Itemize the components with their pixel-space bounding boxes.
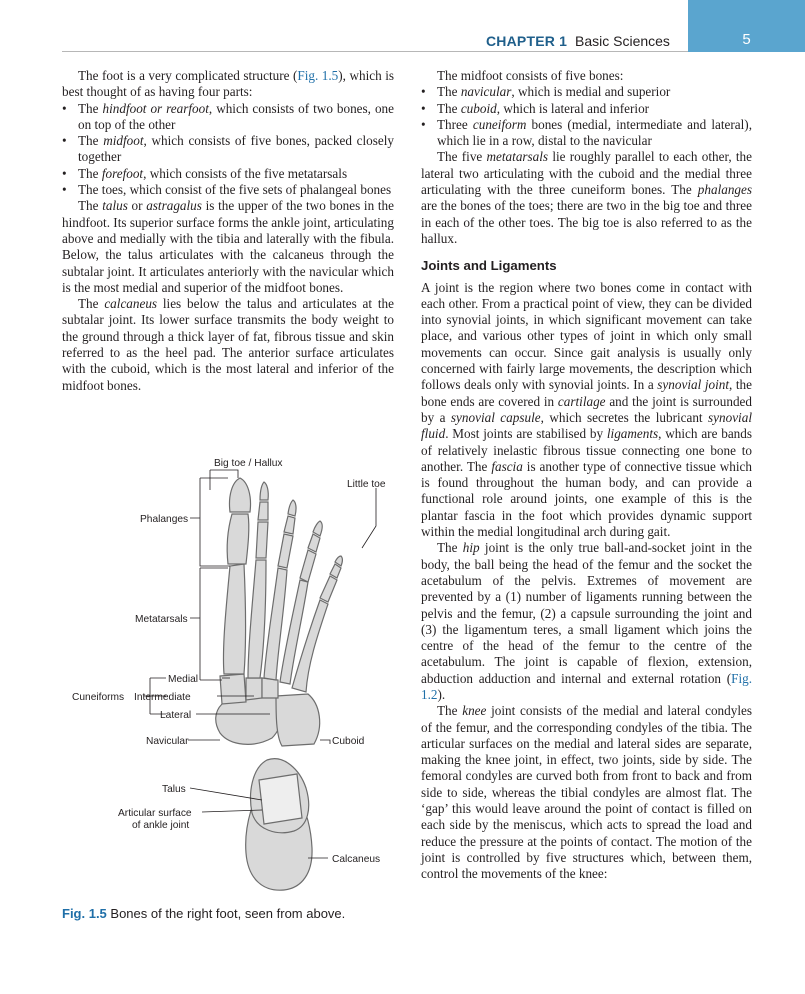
intro-paragraph: The foot is a very complicated structure (Fig. 1.5), which is best thought of as having four parts: <box>62 68 394 100</box>
label-metatarsals: Metatarsals <box>135 614 188 625</box>
toe2-proximal-phalanx <box>256 522 268 558</box>
section-heading: Joints and Ligaments <box>421 258 557 274</box>
section-title: Basic Sciences <box>575 33 670 49</box>
talus-paragraph: The talus or astragalus is the upper of the two bones in the hindfoot. Its superior surface forms the ankle joint, articulating above and medially with the tibia and laterally with the fibula. Below, the talus articulates with the calcaneus through the subtalar joint. It articulates anteriorly with the navicular which is the most medial and superior of the midfoot bones. <box>62 198 394 295</box>
chapter-label: CHAPTER 1 <box>486 33 568 49</box>
label-intermediate: Intermediate <box>134 692 191 703</box>
label-talus: Talus <box>162 784 186 795</box>
header-rule <box>62 51 688 52</box>
label-medial: Medial <box>168 674 199 685</box>
label-calcaneus: Calcaneus <box>332 854 381 865</box>
label-cuneiforms: Cuneiforms <box>72 692 125 703</box>
label-cuboid: Cuboid <box>332 736 365 747</box>
toe2-middle-phalanx <box>258 502 268 520</box>
list-item: • The toes, which consist of the five sets of phalangeal bones <box>62 182 394 198</box>
list-item: • The midfoot, which consists of five bones, packed closely together <box>62 133 394 166</box>
joints-paragraph: A joint is the region where two bones come in contact with each other. From a practical point of view, they can be divided into synovial joints, in which significant movement can take place, and various other types of joint in which only small movements can occur. Since gait analysis is usually only concerned with fairly large movements, the description which follows deals only with synovial joints. In a synovial joint, the bone ends are covered in cartilage and the joint is surrounded by a synovial capsule, which secretes the lubricant synovial fluid. Most joints are stabilised by ligaments, which are bands of relatively inelastic fibrous tissue connecting one bone to another. The fascia is another type of connective tissue which is found throughout the human body, and can provide a functional role around joints, one example of this is the plantar fascia in the foot which provides dynamic support within the medial longitudinal arch during gait. <box>421 279 752 540</box>
metatarsal-2 <box>248 560 266 678</box>
toe4-distal-phalanx <box>313 521 322 536</box>
hallux-proximal-phalanx <box>227 514 249 564</box>
hip-paragraph: The hip joint is the only true ball-and-socket joint in the body, the ball being the head of the femur and the socket the acetabulum of the pelvis. Extremes of movement are prevented by a (1) number of ligaments running between the pelvis and the femur, (2) a capsule surrounding the joint and (3) the ligamentum teres, a small ligament which joins the centre of the head of the femur to the centre of the acetabulum. The joint is capable of flexion, extension, abduction adduction and internal and external rotation (Fig. 1.2). <box>421 540 752 702</box>
list-item: • The forefoot, which consists of the five metatarsals <box>62 166 394 182</box>
medial-cuneiform <box>220 674 246 704</box>
page-number: 5 <box>742 31 751 48</box>
figure-caption-text: Bones of the right foot, seen from above. <box>106 906 346 921</box>
label-little-toe: Little toe <box>347 479 386 490</box>
midfoot-intro: The midfoot consists of five bones: <box>437 68 624 83</box>
page-number-tab <box>688 0 805 52</box>
calcaneus-paragraph: The calcaneus lies below the talus and articulates at the subtalar joint. Its lower surface transmits the body weight to the ground through a thick layer of fat, fibrous tissue and skin referred to as the heel pad. The anterior surface articulates with the cuboid, which is the most lateral and inferior of the midfoot bones. <box>62 296 394 393</box>
metatarsals-paragraph: The five metatarsals lie roughly parallel to each other, the lateral two articulating with the cuboid and the medial three articulating with the three cuneiform bones. The phalanges are the bones of the toes; there are two in the big toe and three in each of the other toes. The big toe is also referred to as the hallux. <box>421 149 752 246</box>
knee-paragraph: The knee joint consists of the medial and lateral condyles of the femur, and the corresponding condyles of the tibia. The articular surfaces on the medial and lateral sides are separate, making the knee joint, in effect, two joints, side by side. The femoral condyles are curved both from front to back and from side to side, whereas the tibial condyles are almost flat. The ‘gap’ this would leave around the point of contact is filled on each side by the meniscus, which acts to spread the load and reduce the pressure at the points of contact. The motion of the joint is controlled by five structures which, between them, control the movements of the knee: <box>421 703 752 882</box>
metatarsal-1 <box>223 564 245 674</box>
list-item: • The cuboid, which is lateral and inferior <box>421 101 752 117</box>
figure-ref-link[interactable]: Fig. 1.5 <box>297 68 339 83</box>
toe4-proximal-phalanx <box>300 550 316 582</box>
hallux-distal-phalanx <box>229 478 250 512</box>
list-item: • Three cuneiform bones (medial, intermediate and lateral), which lie in a row, distal to the navicular <box>421 117 752 150</box>
figure-caption-label: Fig. 1.5 <box>62 906 107 921</box>
toe3-proximal-phalanx <box>278 534 293 568</box>
label-articular-surface-2: of ankle joint <box>132 820 190 831</box>
list-item: • The hindfoot or rearfoot, which consists of two bones, one on top of the other <box>62 101 394 134</box>
cuboid-bone <box>276 694 320 746</box>
foot-bones-figure <box>62 448 394 928</box>
left-column <box>62 68 394 394</box>
midfoot-bones-list <box>421 84 752 149</box>
toe5-proximal-phalanx <box>320 576 337 602</box>
figure-ref-link[interactable]: Fig. 1.2 <box>421 670 752 702</box>
intermediate-cuneiform <box>246 678 262 700</box>
toe5-middle-phalanx <box>330 564 341 578</box>
foot-bones <box>216 478 343 890</box>
figure-caption <box>62 906 345 921</box>
lateral-cuneiform <box>262 678 278 698</box>
toe3-distal-phalanx <box>288 500 296 516</box>
articular-surface <box>259 774 302 824</box>
toe4-middle-phalanx <box>308 534 320 552</box>
toe2-distal-phalanx <box>260 482 268 500</box>
label-navicular: Navicular <box>146 736 189 747</box>
label-lateral: Lateral <box>160 710 192 721</box>
label-big-toe: Big toe / Hallux <box>214 458 283 469</box>
foot-parts-list <box>62 101 394 199</box>
label-articular-surface-1: Articular surface <box>118 808 192 819</box>
right-column <box>421 68 752 883</box>
toe3-middle-phalanx <box>284 516 295 534</box>
foot-skeleton-diagram <box>62 448 394 898</box>
list-item: • The navicular, which is medial and superior <box>421 84 752 100</box>
label-phalanges: Phalanges <box>140 514 189 525</box>
